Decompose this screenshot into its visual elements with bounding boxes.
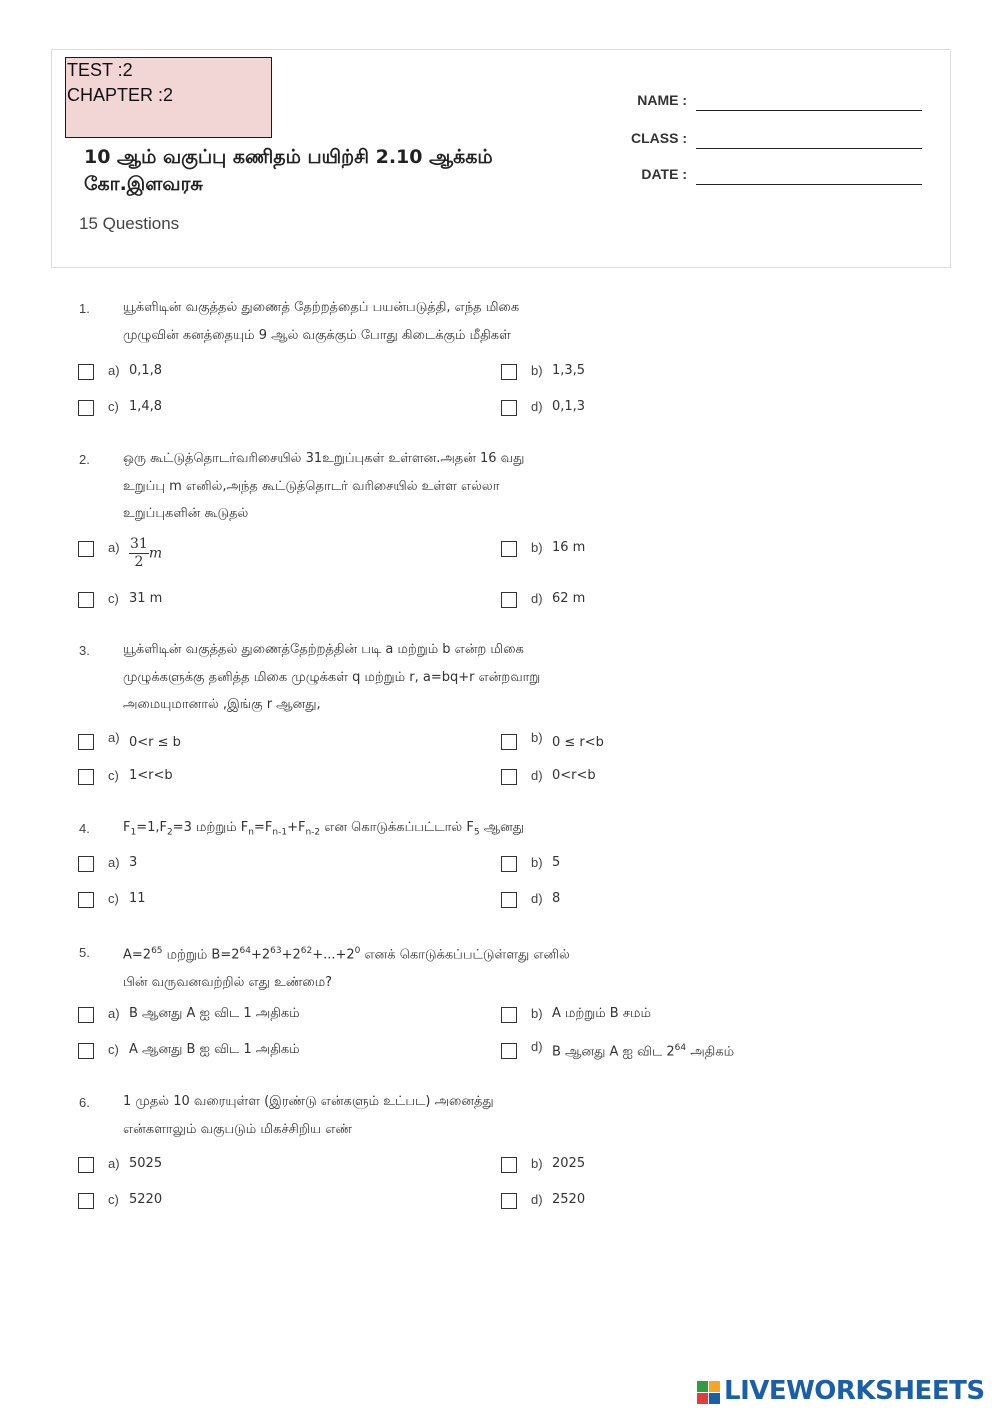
- option-letter: b): [531, 363, 543, 378]
- fraction-variable: m: [148, 545, 163, 562]
- checkbox[interactable]: [501, 769, 517, 785]
- option-text: 0<r<b: [552, 768, 596, 783]
- question-number: 2.: [79, 452, 90, 467]
- question-line: [123, 814, 623, 847]
- test-number: TEST :2: [67, 60, 133, 80]
- option-letter: a): [108, 855, 120, 870]
- question-line: உறுப்பு m எனில்,அந்த கூட்டுத்தொடர் வரிசையில் உள்ள எல்லா: [123, 478, 500, 494]
- option-letter: c): [108, 1042, 119, 1057]
- superscript: 63: [270, 946, 282, 956]
- option-letter: a): [108, 363, 120, 378]
- option-letter: a): [108, 1006, 120, 1021]
- option-fraction: [129, 536, 162, 571]
- question-number: 6.: [79, 1095, 90, 1110]
- logo-square: [709, 1393, 720, 1404]
- superscript: 64: [674, 1043, 687, 1053]
- option-text: A ஆனது B ஐ விட 1 அதிகம்: [129, 1042, 300, 1057]
- question-line: யூக்ளிடின் வகுத்தல் துணைத் தேற்றத்தைப் பயன்படுத்தி, எந்த மிகை: [123, 300, 520, 315]
- text-run: =3 மற்றும் F: [172, 820, 249, 835]
- option-text: 8: [552, 891, 561, 906]
- checkbox[interactable]: [78, 769, 94, 785]
- liveworksheets-logo: [697, 1376, 997, 1410]
- option-letter: c): [108, 1192, 119, 1207]
- checkbox[interactable]: [78, 541, 94, 557]
- question-line: 1 முதல் 10 வரையுள்ள (இரண்டு என்களும் உட்பட) அனைத்து: [123, 1094, 494, 1109]
- checkbox[interactable]: [78, 1007, 94, 1023]
- text-run: A=2: [123, 947, 152, 963]
- fraction-denominator: 2: [134, 554, 144, 570]
- checkbox[interactable]: [78, 364, 94, 380]
- superscript: 64: [239, 946, 251, 956]
- text-run: =1,F: [136, 820, 167, 835]
- option-text: 0,1,3: [552, 399, 586, 414]
- checkbox[interactable]: [501, 734, 517, 750]
- question-text: [123, 636, 623, 719]
- option-text: 1<r<b: [129, 768, 173, 783]
- checkbox[interactable]: [501, 592, 517, 608]
- text-run: மற்றும் B=2: [162, 947, 240, 963]
- question-number: 5.: [79, 945, 90, 960]
- question-number: 3.: [79, 643, 90, 658]
- option-letter: d): [531, 1192, 543, 1207]
- logo-text: LIVEWORKSHEETS: [724, 1376, 985, 1406]
- logo-square: [697, 1381, 708, 1392]
- text-run: +F: [287, 820, 306, 835]
- text-run: +2: [281, 947, 301, 963]
- fraction: [129, 536, 149, 571]
- date-field[interactable]: [696, 184, 922, 185]
- question-text: [123, 294, 623, 349]
- checkbox[interactable]: [501, 1043, 517, 1059]
- option-letter: b): [531, 855, 543, 870]
- subscript: n-2: [305, 827, 321, 838]
- test-info-box: [65, 57, 272, 138]
- class-label: CLASS :: [631, 130, 687, 146]
- question-text: [123, 814, 623, 847]
- checkbox[interactable]: [501, 541, 517, 557]
- option-text: 3: [129, 855, 138, 870]
- option-text: 5025: [129, 1156, 163, 1171]
- text-run: ஆனது: [479, 820, 525, 835]
- checkbox[interactable]: [501, 364, 517, 380]
- option-letter: b): [531, 730, 543, 745]
- option-text: 0 ≤ r<b: [552, 735, 604, 750]
- option-text: 16 m: [552, 540, 586, 555]
- superscript: 62: [300, 946, 313, 956]
- option-letter: c): [108, 591, 119, 606]
- logo-square: [709, 1381, 720, 1392]
- text-run: அதிகம்: [686, 1044, 735, 1060]
- checkbox[interactable]: [501, 1193, 517, 1209]
- option-text: 1,3,5: [552, 363, 586, 378]
- option-letter: d): [531, 1039, 543, 1054]
- question-line: ஒரு கூட்டுத்தொடர்வரிசையில் 31உறுப்புகள் உள்ளன.அதன் 16 வது: [123, 451, 525, 466]
- option-text: 5220: [129, 1192, 163, 1207]
- text-run: B ஆனது A ஐ விட 2: [552, 1044, 675, 1060]
- text-run: எனக் கொடுக்கப்பட்டுள்ளது எனில்: [360, 947, 570, 963]
- option-text: 1,4,8: [129, 399, 163, 414]
- option-letter: d): [531, 399, 543, 414]
- question-line: அமையுமானால் ,இங்கு r ஆனது,: [123, 697, 321, 712]
- superscript: 0: [354, 946, 361, 956]
- question-line: [123, 938, 623, 969]
- question-line: முழுவின் கனத்தையும் 9 ஆல் வகுக்கும் போது கிடைக்கும் மீதிகள்: [123, 327, 511, 343]
- question-count: 15 Questions: [79, 214, 180, 233]
- subscript: 5: [473, 827, 480, 838]
- option-letter: d): [531, 591, 543, 606]
- option-letter: c): [108, 768, 119, 783]
- subscript: n: [248, 827, 254, 838]
- question-text: [123, 445, 623, 528]
- text-run: =F: [254, 820, 273, 835]
- checkbox[interactable]: [78, 400, 94, 416]
- text-run: F: [123, 820, 131, 835]
- logo-squares-icon: [697, 1381, 721, 1405]
- option-text: 62 m: [552, 591, 586, 606]
- question-text: [123, 938, 623, 996]
- superscript: 65: [151, 946, 163, 956]
- title-line-1: 10 ஆம் வகுப்பு கணிதம் பயிற்சி 2.10 ஆக்கம்: [84, 146, 493, 168]
- option-text: 11: [129, 891, 146, 906]
- option-text: 2025: [552, 1156, 586, 1171]
- option-letter: a): [108, 1156, 120, 1171]
- option-text: 0,1,8: [129, 363, 163, 378]
- option-letter: a): [108, 540, 120, 555]
- option-letter: b): [531, 1156, 543, 1171]
- checkbox[interactable]: [78, 1043, 94, 1059]
- option-text: 2520: [552, 1192, 586, 1207]
- checkbox[interactable]: [78, 1157, 94, 1173]
- checkbox[interactable]: [78, 856, 94, 872]
- checkbox[interactable]: [501, 400, 517, 416]
- checkbox[interactable]: [78, 592, 94, 608]
- option-text: 0<r ≤ b: [129, 735, 181, 750]
- question-number: 1.: [79, 301, 90, 316]
- option-letter: d): [531, 891, 543, 906]
- question-line: என்களாலும் வகுபடும் மிகச்சிறிய எண்: [123, 1121, 353, 1137]
- fraction-numerator: 31: [130, 536, 148, 552]
- option-text: A மற்றும் B சமம்: [552, 1006, 651, 1021]
- name-label: NAME :: [637, 92, 687, 108]
- option-letter: c): [108, 399, 119, 414]
- class-field[interactable]: [696, 148, 922, 149]
- question-line: முழுக்களுக்கு தனித்த மிகை முழுக்கள் q மற்றும் r, a=bq+r என்றவாறு: [123, 669, 541, 685]
- checkbox[interactable]: [501, 892, 517, 908]
- option-text: 31 m: [129, 591, 163, 606]
- option-letter: b): [531, 1006, 543, 1021]
- checkbox[interactable]: [501, 856, 517, 872]
- option-text: [552, 1043, 734, 1060]
- question-number: 4.: [79, 821, 90, 836]
- question-line: பின் வருவனவற்றில் எது உண்மை?: [123, 974, 333, 990]
- logo-square: [697, 1393, 708, 1404]
- option-letter: d): [531, 768, 543, 783]
- date-label: DATE :: [641, 166, 687, 182]
- option-text: B ஆனது A ஐ விட 1 அதிகம்: [129, 1006, 300, 1021]
- date-row: [600, 166, 930, 190]
- text-run: +...+2: [312, 947, 355, 963]
- subscript: n-1: [272, 827, 288, 838]
- text-run: +2: [250, 947, 271, 963]
- question-line: யூக்ளிடின் வகுத்தல் துணைத்தேற்றத்தின் படி a மற்றும் b என்ற மிகை: [123, 642, 524, 657]
- name-row: [600, 92, 930, 116]
- checkbox[interactable]: [78, 734, 94, 750]
- checkbox[interactable]: [501, 1157, 517, 1173]
- name-field[interactable]: [696, 110, 922, 111]
- question-text: [123, 1088, 623, 1143]
- chapter-number: CHAPTER :2: [67, 85, 174, 105]
- subscript: 2: [167, 827, 173, 838]
- checkbox[interactable]: [78, 892, 94, 908]
- text-run: என கொடுக்கப்பட்டால் F: [320, 820, 474, 835]
- checkbox[interactable]: [501, 1007, 517, 1023]
- option-letter: b): [531, 540, 543, 555]
- option-letter: a): [108, 730, 120, 745]
- subscript: 1: [130, 827, 137, 838]
- option-letter: c): [108, 891, 119, 906]
- worksheet-title: [84, 144, 604, 198]
- class-row: [600, 130, 930, 154]
- checkbox[interactable]: [78, 1193, 94, 1209]
- title-line-2: கோ.இளவரசு: [84, 173, 203, 195]
- option-text: 5: [552, 855, 561, 870]
- question-line: உறுப்புகளின் கூடுதல்: [123, 506, 249, 521]
